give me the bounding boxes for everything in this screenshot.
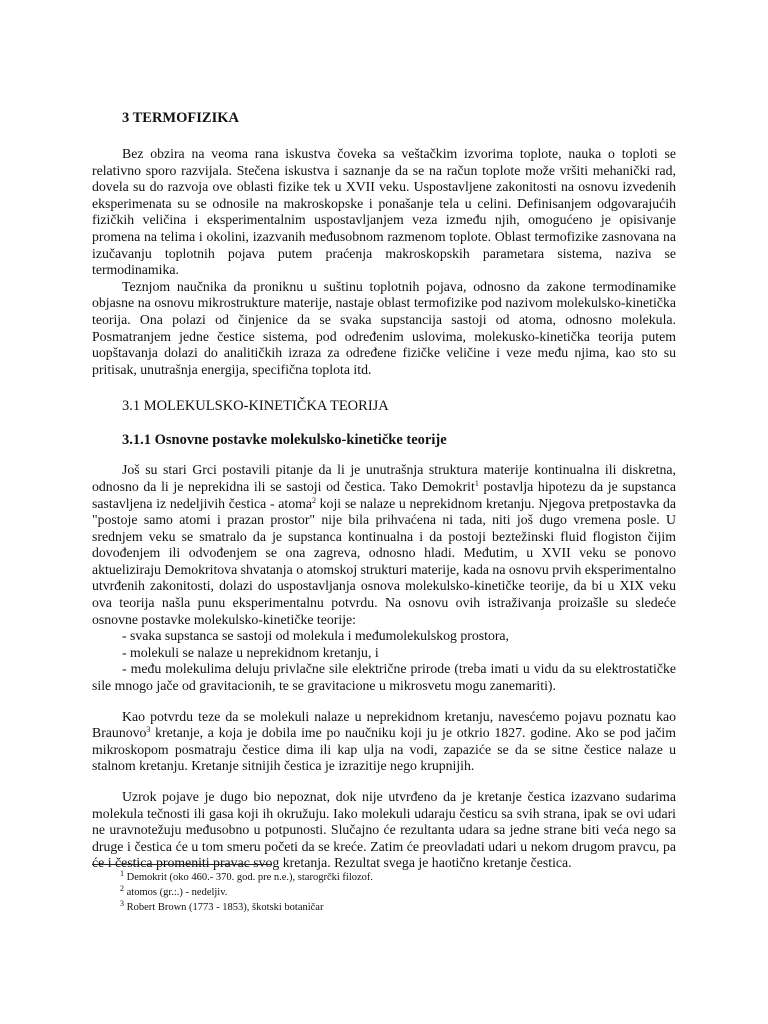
footnote-text: atomos (gr.:.) - nedeljiv.: [126, 887, 228, 898]
intro-paragraph-1: Bez obzira na veoma rana iskustva čoveka sa veštačkim izvorima toplote, nauka o toploti se relativno sporo razvijala. Stečena iskustva i saznanje da se na račun toplote može vršiti mehanički rad, dovela su do razvoja ove oblasti fizike tek u XVII veku. Uspostavljene zakonitosti na osnovu izvedenih eksperimenata su se odnosile na makroskopske i ponašanje tela u celini. Definisanjem odgovarajućih fizičkih veličina i eksperimentalnim uspostavljanjem veza između njih, omogućeno je opisivanje promena na telima i okolini, izazvanih međusobnom razmenom toplote. Oblast termofizike zasnovana na izučavanju toplotnih pojava putem praćenja makroskopskih parametara sistema, naziva se termodinamika.: [92, 146, 676, 278]
footnote-ref-3: 3: [146, 725, 151, 735]
footnote-2: [120, 885, 373, 900]
footnote-text: Robert Brown (1773 - 1853), škotski botaničar: [126, 902, 324, 913]
footnote-number: 1: [120, 869, 124, 878]
footnote-number: 3: [120, 899, 124, 908]
section-paragraph-1-text-b: postavlja hipotezu da je supstanca sastavljena iz nedeljivih čestica - atoma: [92, 478, 676, 511]
chapter-heading: 3 TERMOFIZIKA: [122, 110, 239, 126]
section-paragraph-3: Uzrok pojave je dugo bio nepoznat, dok nije utvrđeno da je kretanje čestica izazvano sudarima molekula tečnosti ili gasa koji ih okružuju. Iako molekuli udaraju česticu sa svih strana, ipak se ovi udari ne uravnotežuju međusobno u potpunosti. Slučajno će rezultanta udara sa jedne strane biti veća nego sa druge i čestica će u tom smeru početi da se kreće. Zatim će preovladati udari u nekom drugom pravcu, pa će i čestica promeniti pravac svog kretanja. Rezultat svega je haotično kretanje čestica.: [92, 789, 676, 871]
section-paragraph-1-text-c: koji se nalaze u neprekidnom kretanju. Njegova pretpostavka da "postoje samo atomi i prazan prostor" nije bila prihvaćena ni tada, niti još dugo vremena posle. U srednjem veku se smatralo da je supstanca kontinualna i da postoji beztežinski fluid flogiston čijim dovođenjem ili odvođenjem se ona zagreva, odnosno hladi. Međutim, u XVII veku se ponovo aktueliziraju Demokritova shvatanja o atomskoj strukturi materije, kada na osnovu prvih eksperimentalno utvrđenih zakonitosti, dolazi do uspostavljanja osnova molekulsko-kinetičke teorije, da bi u XIX veku ova teorija našla punu eksperimentalnu potvrdu. Na osnovu ovih istraživanja proizašle su sledeće osnovne postavke molekulsko-kinetičke teorije:: [92, 495, 676, 627]
intro-paragraph-2: Teznjom naučnika da proniknu u suštinu toplotnih pojava, odnosno da zakone termodinamike objasne na osnovu mikrostrukture materije, nastaje oblast termofizike pod nazivom molekulsko-kinetička teorija. Ona polazi od činjenice da se svaka supstancija sastoji od atoma, odnosno molekula. Posmatranjem jedne čestice sistema, pod određenim uslovima, molekusko-kinetička teorija putem uopštavanja dolazi do analitičkih izraza za određene fizičke veličine i veze među njima, kao sto su pritisak, unutrašnja energija, specifična toplota itd.: [92, 278, 676, 377]
section-paragraph-1-text-a: Još su stari Grci postavili pitanje da li je unutrašnja struktura materije kontinualna ili diskretna, odnosno da li je neprekidna ili se sastoji od čestica. Tako Demokrit: [92, 462, 676, 494]
footnote-3: [120, 900, 373, 915]
footnote-ref-1: 1: [474, 478, 479, 488]
footnote-ref-2: 2: [311, 495, 316, 505]
section-paragraph-1: [92, 462, 676, 628]
section-paragraph-2-text-a: Kao potvrdu teze da se molekuli nalaze u neprekidnom kretanju, navesćemo pojavu poznatu kao Braunovo: [92, 708, 676, 741]
section-paragraph-2-text-b: kretanje, a koja je dobila ime po naučniku koji ju je otkrio 1827. godine. Ako se pod jačim mikroskopom posmatraju čestice dima ili kap ulja na vodi, zapaziće se da se sitne čestice nalaze u stalnom kretanju. Kretanje sitnijih čestica je izrazitije nego krupnijih.: [92, 725, 676, 774]
section-heading: 3.1 MOLEKULSKO-KINETIČKA TEORIJA: [122, 398, 389, 415]
list-item: - među molekulima deluju privlačne sile električne prirode (treba imati u vidu da su elektrostatičke sile mnogo jače od gravitacionih, te se gravitacione u mikrosvetu mogu zanemariti).: [92, 661, 676, 694]
list-item: - molekuli se nalaze u neprekidnom kretanju, i: [122, 644, 379, 660]
footnote-1: [120, 870, 373, 885]
footnotes: [120, 870, 373, 915]
footnote-divider: [92, 864, 272, 865]
footnote-number: 2: [120, 884, 124, 893]
subsection-heading: 3.1.1 Osnovne postavke molekulsko-kinetičke teorije: [122, 432, 447, 449]
section-paragraph-2: [92, 709, 676, 775]
list-item: - svaka supstanca se sastoji od molekula i međumolekulskog prostora,: [122, 628, 510, 644]
footnote-text: Demokrit (oko 460.- 370. god. pre n.e.), starogrčki filozof.: [126, 872, 374, 883]
